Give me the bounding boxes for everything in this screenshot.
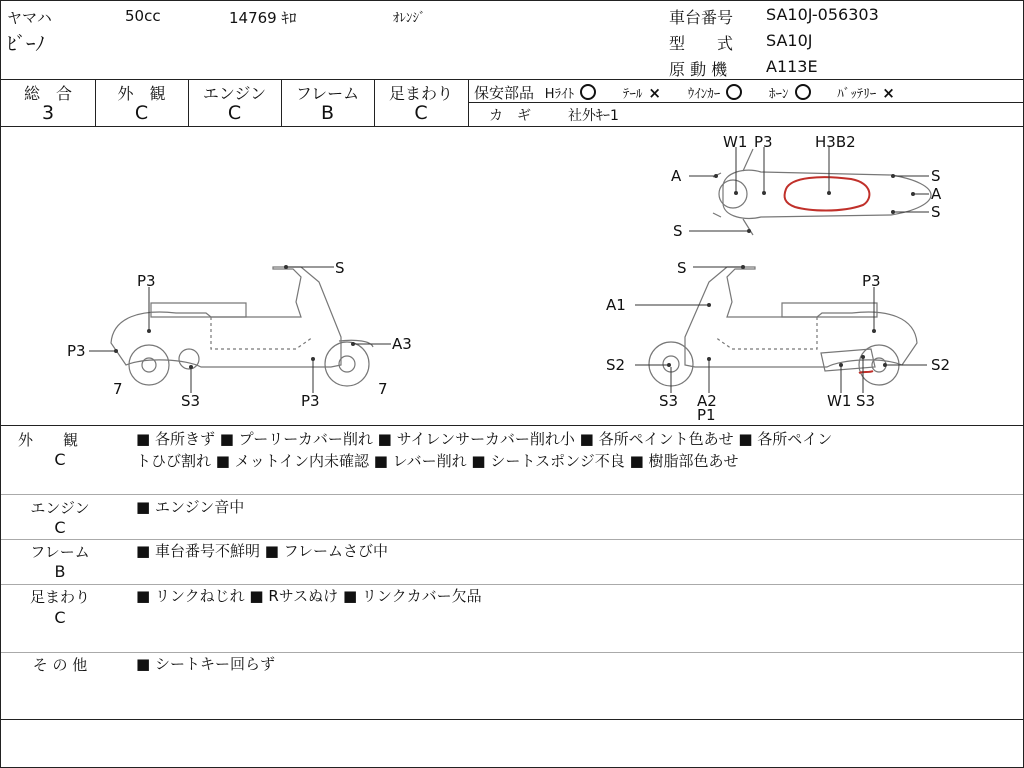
damage-highlight-seat (785, 177, 870, 210)
label-p3: P3 (862, 272, 881, 290)
remark-exterior-label: 外 観 (17, 431, 78, 449)
remark-frame-grade: B (54, 562, 66, 581)
frame-no: SA10J-056303 (766, 5, 879, 24)
label-a2: A2 (697, 392, 717, 410)
label-a1: A1 (606, 296, 626, 314)
horn-label: ﾎｰﾝ (769, 87, 789, 102)
winker-ok-icon (726, 84, 742, 100)
divider (1, 494, 1023, 495)
winker-label: ｳｲﾝｶｰ (687, 87, 721, 102)
label-p3: P3 (137, 272, 156, 290)
label-s: S (673, 222, 683, 240)
remark-suspension-grade: C (54, 608, 66, 627)
suspension-label: 足まわり (388, 84, 453, 103)
exterior-label: 外 観 (117, 84, 166, 103)
remark-engine-grade: C (54, 518, 66, 537)
remark-suspension-label: 足まわり (29, 588, 90, 606)
label-7: 7 (378, 380, 388, 398)
divider (1, 79, 1023, 80)
remark-engine-label: エンジン (30, 499, 90, 517)
color: ｵﾚﾝｼﾞ (393, 11, 426, 26)
label-s3: S3 (181, 392, 201, 410)
label-7: 7 (113, 380, 123, 398)
label-p1: P1 (697, 406, 716, 424)
displacement: 50cc (125, 7, 161, 25)
maker: ヤマハ (7, 9, 52, 27)
remark-frame-label: フレーム (30, 543, 90, 561)
battery-label: ﾊﾞｯﾃﾘｰ (837, 87, 877, 102)
divider (1, 425, 1023, 426)
remark-exterior-line1: ■ 各所きず ■ プーリーカバー削れ ■ サイレンサーカバー削れ小 ■ 各所ペイント色あせ ■ 各所ペイン (136, 430, 833, 448)
frame-label: フレーム (295, 84, 360, 103)
label-h3b2: H3B2 (815, 133, 856, 151)
label-p3: P3 (301, 392, 320, 410)
headlight-ok-icon (580, 84, 596, 100)
safety-parts-label: 保安部品 (474, 84, 535, 102)
label-s3: S3 (856, 392, 876, 410)
key-label: カ ギ (489, 108, 531, 124)
damage-diagram (1, 127, 1023, 425)
remark-exterior-grade: C (54, 450, 66, 469)
engine-model-label: 原 動 機 (669, 60, 728, 79)
overall-grade: 3 (41, 102, 55, 124)
safety-parts-row (474, 82, 917, 103)
engine-model-value: A113E (766, 57, 818, 76)
frame-grade: B (320, 102, 335, 124)
label-s2: S2 (606, 356, 626, 374)
suspension-grade: C (414, 102, 428, 124)
remark-suspension-text: ■ リンクねじれ ■ Rサスぬけ ■ リンクカバー欠品 (136, 587, 482, 605)
remark-frame-text: ■ 車台番号不鮮明 ■ フレームさび中 (136, 542, 389, 560)
remark-exterior-line2: トひび割れ ■ メットイン内未確認 ■ レバー削れ ■ シートスポンジ不良 ■ 樹脂部色あせ (136, 452, 739, 470)
engine-grade: C (227, 102, 242, 124)
label-s: S (335, 259, 345, 277)
frame-no-label: 車台番号 (669, 8, 734, 27)
label-w1: W1 (827, 392, 852, 410)
model-name: ﾋﾞｰﾉ (7, 33, 46, 55)
remark-other-text: ■ シートキー回らず (136, 655, 275, 673)
label-a: A (671, 167, 682, 185)
horn-ok-icon (795, 84, 811, 100)
label-p3: P3 (67, 342, 86, 360)
label-s: S (931, 167, 941, 185)
leader-lines (89, 147, 929, 393)
label-p3: P3 (754, 133, 773, 151)
scooter-outlines (111, 149, 931, 386)
type-label: 型 式 (669, 34, 734, 53)
label-a: A (931, 185, 942, 203)
remark-engine-text: ■ エンジン音中 (136, 498, 245, 516)
battery-ng-icon: × (882, 84, 895, 102)
mileage: 14769 ｷﾛ (229, 9, 297, 27)
type-value: SA10J (766, 31, 813, 50)
label-s: S (931, 203, 941, 221)
engine-label: エンジン (202, 84, 267, 103)
leader-dots (114, 174, 915, 369)
exterior-grade: C (134, 102, 149, 124)
tail-label: ﾃｰﾙ (622, 87, 643, 102)
headlight-label: Hﾗｲﾄ (544, 87, 575, 102)
overall-label: 総 合 (23, 84, 72, 103)
key-value: 社外ｷｰ1 (568, 108, 619, 124)
label-s2: S2 (931, 356, 951, 374)
remark-other-label: そ の 他 (32, 656, 88, 674)
damage-highlight-wheel (859, 371, 873, 373)
divider (1, 719, 1023, 720)
label-s3: S3 (659, 392, 679, 410)
divider (468, 79, 469, 126)
tail-ng-icon: × (648, 84, 661, 102)
label-a3: A3 (392, 335, 412, 353)
label-s: S (677, 259, 687, 277)
label-w1: W1 (723, 133, 748, 151)
